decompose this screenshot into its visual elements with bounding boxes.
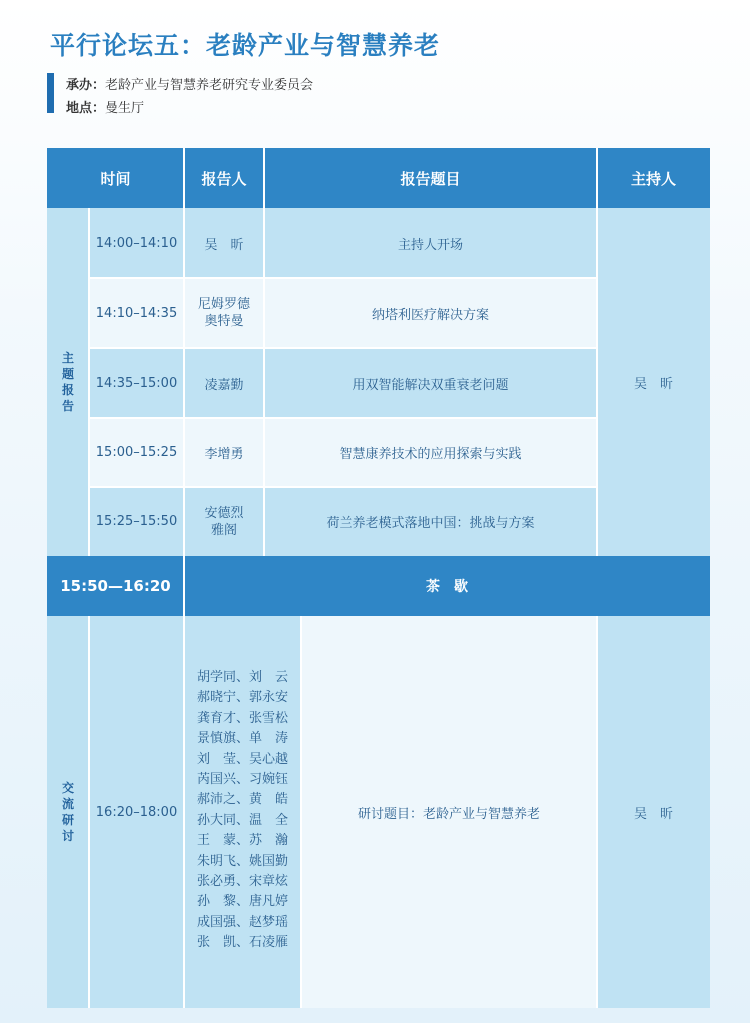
participant-line: 龚育才、张雪松	[197, 710, 289, 726]
participant-line: 刘 莹、吴心越	[197, 751, 289, 767]
row5-time: 15:25–15:50	[89, 487, 184, 556]
participant-line: 张必勇、宋章炫	[197, 874, 289, 890]
organizer-label: 承办：	[66, 78, 106, 93]
row5-speaker: 安德烈 雅阁	[184, 487, 264, 556]
row4-topic: 智慧康养技术的应用探索与实践	[264, 418, 597, 487]
divider	[89, 486, 597, 488]
participants-list	[184, 616, 301, 1008]
row4-speaker: 李增勇	[184, 418, 264, 487]
venue-value: 曼生厅	[105, 101, 145, 116]
header-time: 时间	[47, 148, 184, 208]
row1-time: 14:00–14:10	[89, 208, 184, 278]
participant-line: 芮国兴、习婉钰	[197, 772, 289, 788]
participant-line: 王 蒙、苏 瀚	[197, 833, 289, 849]
discussion-topic: 研讨题目：老龄产业与智慧养老	[301, 616, 597, 1008]
row2-time: 14:10–14:35	[89, 278, 184, 348]
participant-line: 成国强、赵梦瑶	[197, 914, 289, 930]
break-label: 茶 歇	[184, 556, 710, 616]
header-topic: 报告题目	[264, 148, 597, 208]
divider	[263, 148, 265, 556]
participant-line: 景慎旗、单 涛	[197, 731, 289, 747]
break-time: 15:50—16:20	[47, 556, 184, 616]
row1-topic: 主持人开场	[264, 208, 597, 278]
section1-host: 吴 昕	[597, 208, 710, 556]
divider	[596, 148, 598, 556]
organizer-value: 老龄产业与智慧养老研究专业委员会	[105, 78, 314, 93]
row2-topic: 纳塔利医疗解决方案	[264, 278, 597, 348]
section-label-discussion: 交流研讨	[47, 616, 89, 1008]
section2-host: 吴 昕	[597, 616, 710, 1008]
divider	[89, 417, 597, 419]
participant-line: 胡学同、刘 云	[197, 670, 289, 685]
venue-label: 地点：	[66, 101, 106, 116]
participant-line: 孙 黎、唐凡婷	[197, 894, 289, 910]
divider	[88, 208, 90, 556]
row3-time: 14:35–15:00	[89, 348, 184, 418]
schedule-table	[47, 148, 710, 1008]
row5-topic: 荷兰养老模式落地中国：挑战与方案	[264, 487, 597, 556]
divider	[300, 616, 302, 1008]
page-title: 平行论坛五：老龄产业与智慧养老	[50, 31, 441, 60]
participant-line: 孙大同、温 全	[197, 812, 289, 828]
participant-line: 郝沛之、黄 皓	[197, 792, 289, 808]
divider	[88, 616, 90, 1008]
header-host: 主持人	[597, 148, 710, 208]
info-accent-bar	[47, 73, 54, 113]
row3-speaker: 凌嘉勤	[184, 348, 264, 418]
row4-time: 15:00–15:25	[89, 418, 184, 487]
row1-speaker: 吴 昕	[184, 208, 264, 278]
header-speaker: 报告人	[184, 148, 264, 208]
participant-line: 郝晓宁、郭永安	[197, 690, 289, 706]
row2-speaker: 尼姆罗德 奥特曼	[184, 278, 264, 348]
divider	[89, 347, 597, 349]
participant-line: 朱明飞、姚国勤	[197, 853, 289, 869]
venue-line	[66, 97, 144, 116]
row3-topic: 用双智能解决双重衰老问题	[264, 348, 597, 418]
divider	[596, 616, 598, 1008]
organizer-line	[66, 74, 313, 93]
divider	[89, 277, 597, 279]
section-label-keynote: 主题报告	[47, 208, 89, 556]
participant-line: 张 凯、石凌雁	[197, 935, 289, 951]
discussion-time: 16:20–18:00	[89, 616, 184, 1008]
